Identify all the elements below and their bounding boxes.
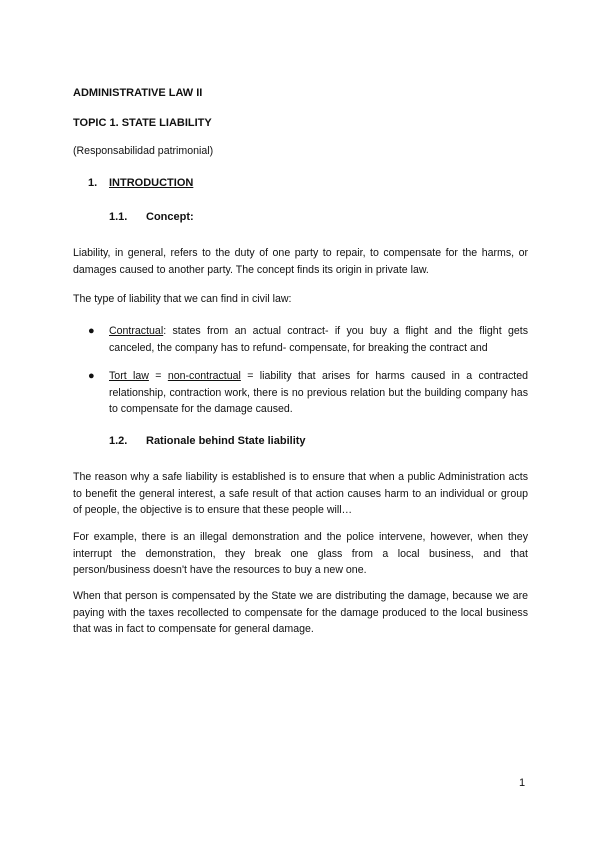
tort-connector: = (148, 370, 168, 382)
paragraph-example: For example, there is an illegal demonstration and the police intervene, however, when they interrupt the demonstration, they break one glass from a local business, and that person/business doesn't have the resources to buy a new one. (73, 531, 528, 576)
paragraph-liability: Liability, in general, refers to the duty of one party to repair, to compensate for the harms, or damages caused to another party. The concept finds its origin in private law. (73, 247, 528, 276)
subsection-1-2-title: Rationale behind State liability (146, 435, 306, 447)
bullet-marker: ● (88, 325, 95, 337)
term-contractual: Contractual (109, 325, 164, 337)
subsection-1-1-title: Concept: (146, 211, 194, 223)
paragraph-types-intro: The type of liability that we can find in civil law: (73, 293, 292, 305)
bullet-marker: ● (88, 370, 95, 382)
term-non-contractual: non-contractual (167, 370, 241, 382)
subsection-1-1-number: 1.1. (109, 211, 128, 223)
subtitle: (Responsabilidad patrimonial) (73, 145, 214, 157)
topic-title: TOPIC 1. STATE LIABILITY (73, 117, 212, 129)
tort-description: = liability that arises for harms caused in a contracted relationship, contraction work, there is no previous relation but the building company has to compensate for the damage caused. (109, 370, 528, 415)
bullet-tort-text (109, 368, 528, 418)
term-tort-law: Tort law (109, 370, 149, 382)
bullet-tort (88, 368, 528, 418)
paragraph-reason: The reason why a safe liability is established is to ensure that when a public Administration acts to benefit the general interest, a safe result of that action causes harm to an individual or group of people, the objective is to ensure that these people will… (73, 471, 528, 516)
course-title: ADMINISTRATIVE LAW II (73, 87, 203, 99)
bullet-contractual (88, 323, 528, 357)
section-1-number: 1. (88, 177, 98, 189)
subsection-1-2-number: 1.2. (109, 435, 128, 447)
section-1-title: INTRODUCTION (109, 177, 194, 189)
bullet-contractual-text (109, 323, 528, 356)
paragraph-state: When that person is compensated by the State we are distributing the damage, because we are paying with the taxes recollected to compensate for the damage produced to the local business that was in fact to compensate for general damage. (73, 590, 528, 635)
contractual-description: : states from an actual contract- if you buy a flight and the flight gets canceled, the company has to refund- compensate, for breaking the contract and (109, 325, 528, 354)
page-number: 1 (519, 777, 526, 789)
